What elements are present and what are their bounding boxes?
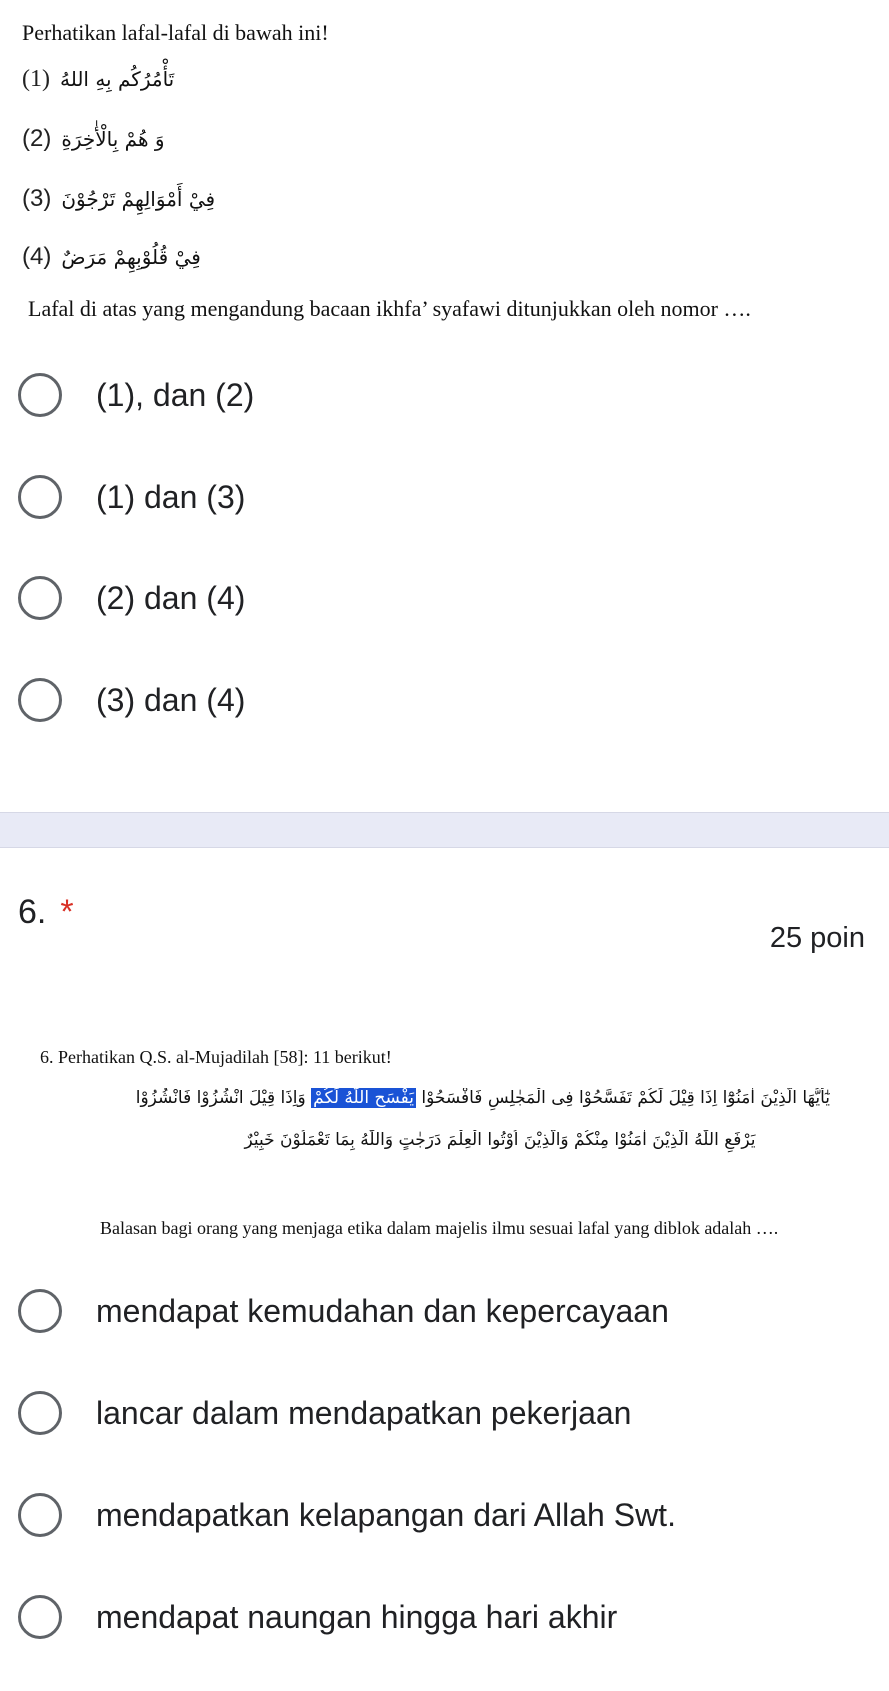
option-label: (1), dan (2) [96,376,255,413]
option-label: lancar dalam mendapatkan pekerjaan [96,1394,632,1431]
q6-option-1[interactable] [18,1281,669,1341]
lafal-3 [22,184,215,214]
q5-option-4[interactable] [18,670,245,730]
option-label: (3) dan (4) [96,681,246,718]
q6-option-3[interactable] [18,1485,676,1545]
lafal-arabic: فِيْ أَمْوَالِهِمْ تَرْجُوْنَ [61,187,216,211]
verse-text: وَاِذَا قِيْلَ انْشُزُوْا فَانْشُزُوْا [135,1088,312,1108]
question-5-intro: Perhatikan lafal-lafal di bawah ini! [22,20,329,45]
radio-button[interactable] [18,1391,62,1435]
verse-highlight: يَفْسَحِ اللّٰهُ لَكُمْ [313,1088,414,1108]
required-asterisk: * [60,893,74,931]
lafal-arabic: تَأْمُرُكُم بِهِ اللهُ [59,67,175,91]
option-label: (2) dan (4) [96,579,246,616]
lafal-number: (4) [22,243,52,270]
option-label: (1) dan (3) [96,478,246,515]
question-points: 25 poin [769,922,865,954]
q5-option-1[interactable] [18,365,254,425]
radio-button[interactable] [18,475,62,519]
radio-button[interactable] [18,373,62,417]
lafal-2 [22,124,165,154]
lafal-1 [22,64,174,94]
lafal-4 [22,242,201,272]
question-6-number [18,893,74,932]
option-label: mendapat kemudahan dan kepercayaan [96,1292,669,1329]
radio-button[interactable] [18,678,62,722]
q6-option-2[interactable] [18,1383,631,1443]
option-label: mendapatkan kelapangan dari Allah Swt. [96,1496,676,1533]
option-label: mendapat naungan hingga hari akhir [96,1598,618,1635]
question-6-stem: Balasan bagi orang yang menjaga etika dalam majelis ilmu sesuai lafal yang diblok adalah …. [100,1218,779,1238]
verse-line-1 [40,1088,830,1116]
verse-line-2: يَرْفَعِ اللّٰهُ الَّذِيْنَ اٰمَنُوْا مِنْكُمْ وَالَّذِيْنَ اُوْتُوا الْعِلْمَ دَرَجٰتٍ وَاللّٰهُ بِمَا تَعْمَلُوْنَ خَبِيْرٌ [244,1130,756,1150]
lafal-arabic: فِيْ قُلُوْبِهِمْ مَرَضٌ [61,245,201,269]
question-number: 6. [18,893,47,931]
lafal-number: (3) [22,185,52,212]
q6-option-4[interactable] [18,1587,617,1647]
radio-button[interactable] [18,1493,62,1537]
q5-option-2[interactable] [18,467,245,527]
radio-button[interactable] [18,1289,62,1333]
radio-button[interactable] [18,576,62,620]
lafal-number: (2) [22,125,52,152]
verse-text: يٰٓأَيُّهَا الَّذِيْنَ اٰمَنُوْٓا اِذَا قِيْلَ لَكُمْ تَفَسَّحُوْا فِى الْمَجٰلِسِ فَافْسَحُوْا [415,1088,830,1108]
lafal-number: (1) [22,65,50,92]
lafal-arabic: وَ هُمْ بِالْأٰخِرَةِ [61,127,165,151]
section-divider [0,812,889,848]
question-6-title: 6. Perhatikan Q.S. al-Mujadilah [58]: 11 berikut! [40,1047,392,1067]
radio-button[interactable] [18,1595,62,1639]
question-5-stem: Lafal di atas yang mengandung bacaan ikhfa’ syafawi ditunjukkan oleh nomor …. [28,296,751,321]
q5-option-3[interactable] [18,568,245,628]
